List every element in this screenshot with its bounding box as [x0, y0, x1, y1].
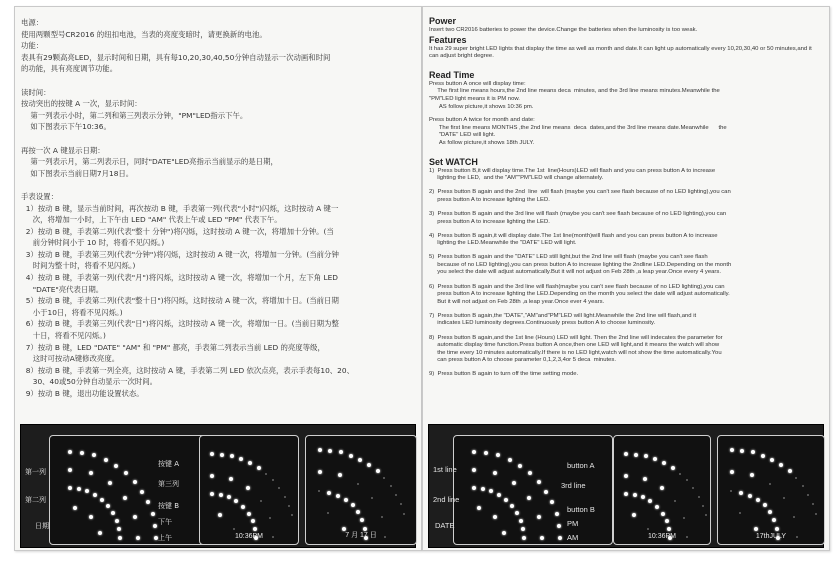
led-dot [318, 490, 320, 492]
led-dot [502, 531, 506, 535]
led-dot [662, 461, 666, 465]
chinese-text-line: 使用两颗型号CR2016 的纽扣电池，当表的亮度变暗时，请更换新的电池。 [21, 29, 267, 39]
led-dot [251, 519, 255, 523]
time-caption: 10:36PM [234, 533, 264, 540]
chinese-text-line: 十日，将看不见闪烁。) [21, 331, 106, 341]
led-dot [351, 503, 355, 507]
watch-diagram-time-en [613, 435, 711, 545]
led-dot [634, 453, 638, 457]
led-dot [153, 524, 157, 528]
led-dot [100, 498, 104, 502]
chinese-text-line: 8）按动 B 键，手表第一列全亮，这时按动 A 键，手表第二列 LED 依次点亮，表示手表每10、20、 [21, 365, 354, 375]
led-dot [400, 503, 402, 505]
led-dot [644, 454, 648, 458]
led-dot [395, 494, 397, 496]
led-dot [692, 487, 694, 489]
chinese-text-line: "DATE"亮代表日期。 [21, 284, 104, 294]
led-dot [540, 536, 544, 540]
led-dot [247, 512, 251, 516]
led-dot [751, 450, 755, 454]
power-heading: Power [429, 16, 457, 26]
led-dot [229, 477, 233, 481]
led-dot [783, 497, 785, 499]
led-dot [527, 496, 531, 500]
led-dot [80, 451, 84, 455]
led-dot [360, 518, 364, 522]
led-dot [123, 496, 127, 500]
led-dot [376, 469, 380, 473]
power-text: Insert two CR2016 batteries to power the device.Change the batteries when the luminosity is too weak. [429, 27, 698, 33]
set-watch-steps [429, 168, 821, 379]
led-dot [557, 524, 561, 528]
chinese-text-line: 第一列表示月，第二列表示日，同时"DATE"LED亮指示当前显示的是日期， [21, 157, 278, 167]
led-dot [327, 512, 329, 514]
chinese-text-line: 6）按动 B 键，手表第三列(代表"日")将闪烁，这时按动 A 键一次，将增加一日。(当前日期为整 [21, 319, 339, 329]
led-dot [68, 486, 72, 490]
label-date: 日期 [35, 522, 49, 530]
read-time-line: The first line means hours,the 2nd line means deca minutes, and the 3rd line means minutes.Meanwhile the [429, 88, 720, 95]
led-dot [739, 512, 741, 514]
read-date-line: "DATE" LED will light. [429, 132, 496, 139]
led-dot [106, 504, 110, 508]
english-instruction-page [422, 6, 830, 551]
led-dot [272, 479, 274, 481]
led-dot [508, 458, 512, 462]
set-watch-step: 2) Press button B again and the 2nd line will flash (maybe you can't see flash because of no LED lighting),you can press button A to increase lighting the LED. [429, 189, 731, 203]
led-dot [230, 454, 234, 458]
led-dot [318, 470, 322, 474]
set-watch-step: 7) Press button B again,the "DATE","AM"and"PM"LED will light.Meanwhile the 2nd line will flash,and it indicates LED luminosity degrees.Continuously press button A to choose luminosity. [429, 312, 697, 327]
chinese-text-line: 2）按动 B 键，手表第二列(代表"整十 分钟")将闪烁，这时按动 A 键一次，将增加十分钟。(当 [21, 226, 334, 236]
led-dot [233, 528, 235, 530]
led-dot [793, 516, 795, 518]
led-dot [769, 483, 771, 485]
label-am: 上午 [158, 534, 172, 542]
read-time-line: AS follow picture,it shows 10:36 pm. [429, 103, 534, 110]
set-watch-step: 4) Press button B again,it will display date.The 1st line(month)will flash and you can press button A to increase lighting the LED.Meanwhile the "DATE" LED will light. [429, 232, 718, 247]
led-dot [624, 452, 628, 456]
led-dot [151, 512, 155, 516]
led-dot [260, 500, 262, 502]
led-dot [815, 513, 817, 515]
led-dot [802, 485, 804, 487]
led-dot [641, 495, 645, 499]
led-dot [489, 489, 493, 493]
led-dot [515, 511, 519, 515]
led-dot [98, 531, 102, 535]
label-button-b: 按键 B [158, 502, 180, 510]
read-time-line: "PM"LED light means it is PM now. [429, 95, 520, 102]
led-dot [795, 477, 797, 479]
led-dot [108, 481, 112, 485]
led-dot [381, 516, 383, 518]
led-dot [328, 449, 332, 453]
led-dot [633, 493, 637, 497]
chinese-text-line: 电源： [21, 18, 44, 27]
led-dot [705, 514, 707, 516]
led-dot [210, 452, 214, 456]
set-watch-step: 8) Press button B again,and the 1st line (Hours) LED will light. Then the 2nd line will indecates the parameter for automatic display time function.Press button A once,then one LED will light,and it means the watch will show the time every 10 minutes automatically.If there is no LED light,watch will not show the time automatically.You can press button A to choose parameter 0,1,2,3,4or 5 deca minutes. [429, 334, 723, 364]
date-caption: 7 月 17 日 [345, 532, 377, 539]
led-dot [648, 499, 652, 503]
led-dot [775, 527, 779, 531]
led-dot [683, 517, 685, 519]
read-date-line: The first line means MONTHS ,the 2nd line means deca dates,and the 3rd line means date.Meanwhile the [429, 124, 727, 131]
led-dot [85, 489, 89, 493]
led-dot [667, 527, 671, 531]
led-dot [358, 458, 362, 462]
chinese-text-line: 时间为整十时，将看不见闪烁。) [21, 261, 136, 271]
led-dot [512, 481, 516, 485]
led-dot [133, 480, 137, 484]
led-dot [730, 490, 732, 492]
led-dot [246, 486, 250, 490]
led-dot [537, 515, 541, 519]
led-dot [518, 464, 522, 468]
led-dot [136, 536, 140, 540]
chinese-text-line [21, 75, 421, 87]
led-dot [655, 505, 659, 509]
set-watch-step: 3) Press button B again and the 3rd line will flash (maybe you can't see flash because of no LED lighting),you can press button A to increase lighting the LED. [429, 210, 727, 225]
led-dot [555, 512, 559, 516]
led-dot [114, 464, 118, 468]
label-col1: 第一列 [25, 468, 46, 476]
chinese-text-line: 如下图表示下午10:36。 [21, 122, 111, 132]
led-dot [403, 513, 405, 515]
led-dot [68, 450, 72, 454]
led-dot [118, 536, 122, 540]
led-dot [472, 468, 476, 472]
led-dot [284, 496, 286, 498]
led-dot [528, 471, 532, 475]
label-col3: 第三列 [158, 480, 179, 488]
led-dot [698, 496, 700, 498]
led-dot [756, 498, 760, 502]
chinese-text-line: 前分钟时间小于 10 时，将看不见闪烁。) [21, 238, 165, 248]
label-2nd-line: 2nd line [433, 495, 460, 504]
read-time-line: Press button A once will display time: [429, 80, 526, 87]
led-dot [748, 494, 752, 498]
led-dot [481, 487, 485, 491]
led-dot [234, 499, 238, 503]
led-dot [248, 461, 252, 465]
led-dot [338, 473, 342, 477]
led-dot [807, 494, 809, 496]
chinese-text-line: 再按一次 A 键显示日期： [21, 145, 105, 155]
led-dot [218, 513, 222, 517]
led-dot [812, 503, 814, 505]
led-dot [257, 466, 261, 470]
led-dot [521, 527, 525, 531]
chinese-text-line: 1）按动 B 键，显示当前时间，再次按动 B 键，手表第一列(代表"小时")闪烁，这时按动 A 键一 [21, 203, 339, 213]
led-dot [493, 471, 497, 475]
led-dot [383, 477, 385, 479]
led-dot [750, 473, 754, 477]
chinese-text-line: 这时可按动A键修改亮度。 [21, 354, 120, 364]
led-dot [371, 497, 373, 499]
led-dot [624, 492, 628, 496]
led-dot [356, 510, 360, 514]
label-pm-en: PM [567, 519, 579, 528]
led-dot [344, 498, 348, 502]
led-dot [653, 457, 657, 461]
led-dot [497, 493, 501, 497]
led-dot [269, 517, 271, 519]
chinese-text-line: 手表设置： [21, 191, 58, 201]
led-dot [730, 448, 734, 452]
led-dot [702, 505, 704, 507]
chinese-text-line: 小于10日，将看不见闪烁。) [21, 307, 123, 317]
led-dot [550, 500, 554, 504]
led-dot [336, 494, 340, 498]
led-dot [730, 470, 734, 474]
led-dot [686, 479, 688, 481]
chinese-instructions-text [15, 7, 421, 400]
led-dot [674, 500, 676, 502]
led-dot [117, 527, 121, 531]
set-watch-step: 6) Press button B again and the 3rd line will flash(maybe you can't see flash because of no LED lighting),you can press button A to increase lighting the LED.Depending on the month you select the date will adjust automatically. But it will not adjust on Feb 28th ,a leap year.Once ever 4 years. [429, 283, 730, 305]
chinese-text-line: 表具有29颗高亮LED，显示时间和日期，具有每10,20,30,40,50分钟自动显示一次动画和时间 [21, 52, 331, 62]
led-dot [241, 505, 245, 509]
chinese-text-line [21, 133, 421, 145]
read-date-line: Press button A twice for month and date: [429, 117, 535, 124]
led-dot [288, 505, 290, 507]
led-dot [219, 493, 223, 497]
led-dot [477, 506, 481, 510]
led-dot [93, 493, 97, 497]
chinese-text-line: 功能： [21, 41, 44, 51]
set-watch-step: 1) Press button B,it will display time.The 1st line(Hours)LED will flash and you can press button A to increase lighting the LED, and the "AM""PM"LED will change alternately. [429, 167, 716, 182]
watch-diagram-labeled-en [453, 435, 613, 545]
watch-diagram-labeled [49, 435, 213, 545]
led-dot [472, 450, 476, 454]
led-dot [665, 519, 669, 523]
led-dot [768, 510, 772, 514]
led-dot [647, 528, 649, 530]
label-3rd-line: 3rd line [561, 481, 586, 490]
led-dot [660, 486, 664, 490]
led-dot [318, 448, 322, 452]
led-dot [504, 498, 508, 502]
led-dot [239, 457, 243, 461]
led-dot [133, 515, 137, 519]
led-dot [643, 477, 647, 481]
led-dot [68, 468, 72, 472]
read-date-line: As follow picture,it shows 18th JULY. [429, 139, 535, 146]
chinese-instruction-page [14, 6, 422, 551]
led-dot [339, 450, 343, 454]
led-dot [349, 454, 353, 458]
chinese-text-line: 4）按动 B 键，手表第一列(代表"月")将闪烁，这时按动 A 键一次，将增加一个月，左下角 LED [21, 273, 338, 283]
english-instructions-text [423, 7, 829, 379]
chinese-text-line: 的功能，具有亮度调节功能。 [21, 64, 118, 74]
led-dot [763, 503, 767, 507]
label-button-a-en: button A [567, 461, 595, 470]
chinese-text-line: 读时间： [21, 87, 51, 97]
label-button-a: 按键 A [158, 460, 180, 468]
time-caption-en: 10:36PM [647, 533, 677, 540]
led-dot [739, 491, 743, 495]
chinese-text-line: 7）按动 B 键，LED "DATE" "AM" 和 "PM" 都亮，手表第二列表示当前 LED 的亮度等级， [21, 342, 325, 352]
chinese-text-line [21, 179, 421, 191]
led-dot [220, 453, 224, 457]
chinese-text-line: 如下图表示当前日期7月18日。 [21, 168, 134, 178]
led-dot [265, 473, 267, 475]
led-dot [624, 474, 628, 478]
led-dot [278, 487, 280, 489]
led-dot [73, 506, 77, 510]
label-date-en: DATE [435, 521, 455, 530]
led-dot [210, 492, 214, 496]
left-diagram-strip [20, 424, 416, 548]
led-dot [104, 458, 108, 462]
led-dot [253, 527, 257, 531]
led-dot [519, 519, 523, 523]
led-dot [740, 449, 744, 453]
read-time-text [429, 81, 821, 111]
led-dot [227, 495, 231, 499]
led-dot [510, 504, 514, 508]
led-dot [210, 474, 214, 478]
led-dot [484, 451, 488, 455]
features-text: It has 29 super bright LED lights that display the time as well as month and date.It can light up automatically every 10,20,30,40 or 50 minutes,and it can adjust bright degree. [429, 45, 814, 60]
right-diagram-strip [428, 424, 824, 548]
led-dot [472, 486, 476, 490]
watch-diagram-date [305, 435, 417, 545]
chinese-text-line: 次，将增加一小时，上下午由 LED "AM" 代表上午或 LED "PM" 代表下午。 [21, 215, 282, 225]
watch-diagram-date-en [717, 435, 825, 545]
led-dot [754, 527, 758, 531]
led-dot [357, 483, 359, 485]
features-heading: Features [429, 34, 467, 45]
led-dot [558, 536, 562, 540]
led-dot [496, 453, 500, 457]
set-watch-step: 5) Press button B again and the "DATE" LED still light,but the 2nd line will flash (maybe you can't see flash because of no LED lighting),you can press button A to increase lighting the 2ndline LED.Depending on the month you select the date will adjust automatically.But it will not adjust on Feb 28th ,a leap year.Once every 4 years. [429, 254, 732, 276]
led-dot [92, 453, 96, 457]
led-dot [544, 490, 548, 494]
chinese-text-line: 按动突出的按键 A 一次，显示时间： [21, 99, 142, 109]
led-dot [761, 454, 765, 458]
led-dot [291, 514, 293, 516]
date-caption-en: 17thJULY [755, 533, 787, 540]
led-dot [661, 512, 665, 516]
led-dot [632, 513, 636, 517]
led-dot [772, 518, 776, 522]
led-dot [537, 480, 541, 484]
led-dot [89, 471, 93, 475]
led-dot [779, 463, 783, 467]
label-1st-line: 1st line [433, 465, 457, 474]
led-dot [146, 500, 150, 504]
label-pm: 下午 [158, 518, 172, 526]
chinese-text-line: 30、40或50分钟自动显示一次时间。 [21, 377, 158, 387]
chinese-text-line: 3）按动 B 键，手表第三列(代表"分钟")将闪烁，这时按动 A 键一次，将增加一分钟。(当前分钟 [21, 249, 339, 259]
set-watch-step: 9) Press button B again to turn off the time setting mode. [429, 371, 579, 378]
led-dot [390, 485, 392, 487]
read-date-text [429, 117, 821, 147]
led-dot [111, 511, 115, 515]
led-dot [89, 515, 93, 519]
label-button-b-en: button B [567, 505, 595, 514]
led-dot [327, 491, 331, 495]
led-dot [115, 519, 119, 523]
led-dot [124, 471, 128, 475]
led-dot [140, 490, 144, 494]
led-dot [671, 466, 675, 470]
led-dot [493, 515, 497, 519]
read-time-heading: Read Time [429, 69, 475, 80]
led-dot [522, 536, 526, 540]
led-dot [77, 487, 81, 491]
chinese-text-line: 5）按动 B 键，手表第二列(代表"整十日")将闪烁，这时按动 A 键一次，将增加十日。(当前日期 [21, 296, 339, 306]
label-am-en: AM [567, 533, 579, 542]
chinese-text-line: 第一列表示小时，第二列和第三列表示分钟，"PM"LED指示下午。 [21, 110, 248, 120]
led-dot [679, 473, 681, 475]
led-dot [367, 463, 371, 467]
watch-diagram-time [199, 435, 299, 545]
led-dot [770, 458, 774, 462]
led-dot [788, 469, 792, 473]
label-col2: 第二列 [25, 496, 46, 504]
chinese-text-line: 9）按动 B 键，退出功能设置状态。 [21, 389, 144, 398]
set-watch-heading: Set WATCH [429, 156, 478, 167]
